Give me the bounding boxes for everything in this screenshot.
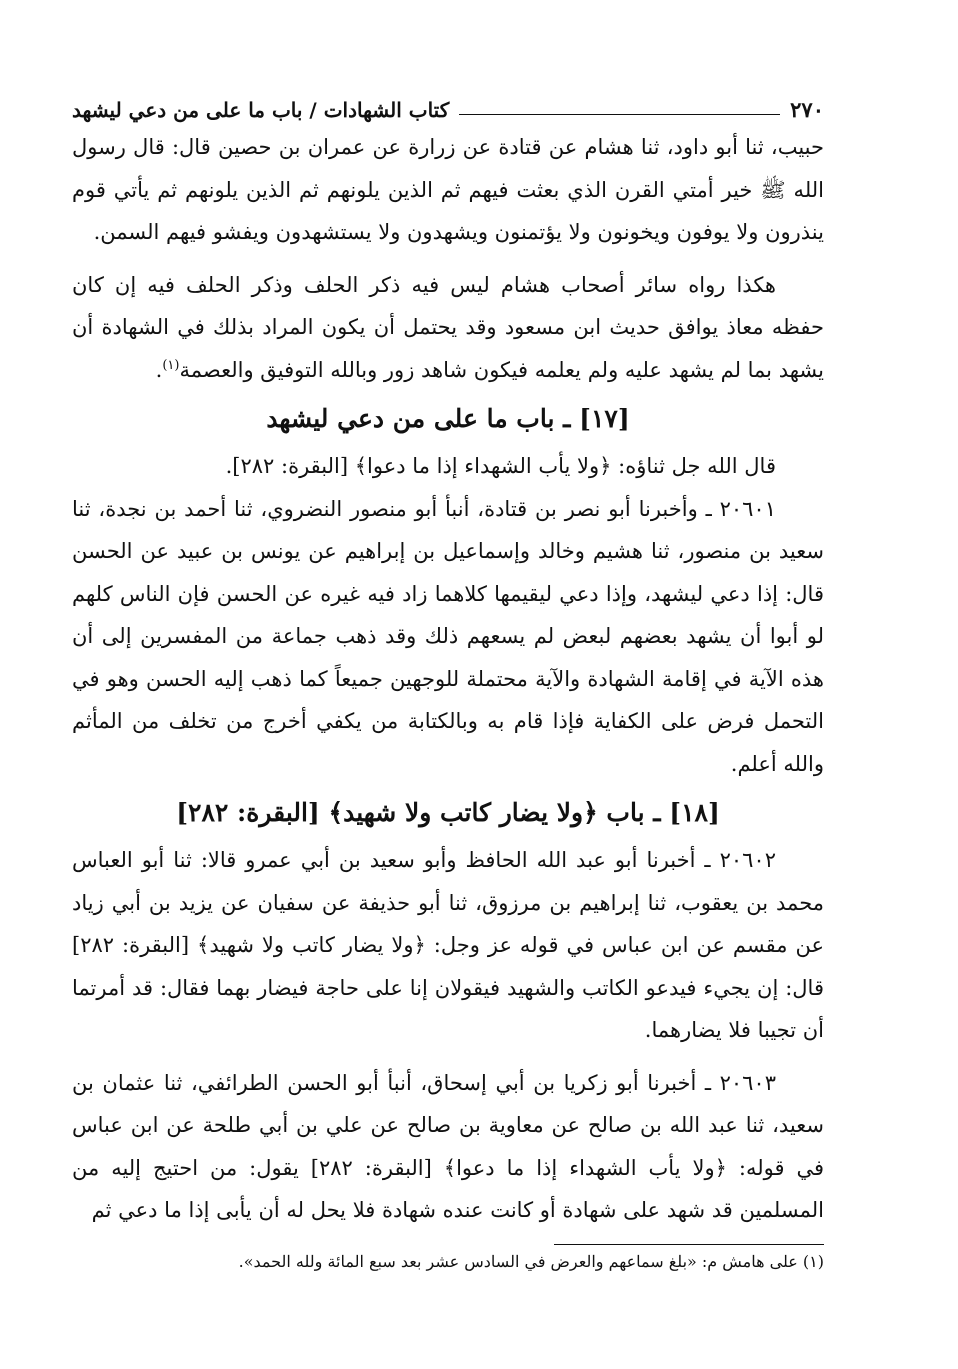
paragraph-quran-quote: قال الله جل ثناؤه: ﴿ولا يأب الشهداء إذا ما دعوا﴾ [البقرة: ٢٨٢]. [225, 454, 776, 478]
spacer [72, 254, 824, 264]
paragraph-commentary-text: هكذا رواه سائر أصحاب هشام ليس فيه ذكر الحلف وذكر الحلف فيه إن كان حفظه معاذ يوافق حديث ابن مسعود وقد يحتمل أن يكون المراد بذلك في الشهادة أن يشهد بما لم يشهد عليه ولم يعلمه فيكون شاهد زور وبالله التوفيق والعصمة [72, 272, 824, 382]
footnote-rule [554, 1244, 824, 1245]
book-page [72, 88, 824, 1277]
footnote-reference: (١) [162, 357, 180, 373]
chapter-heading-17: [١٧] ـ باب ما على من دعي ليشهد [266, 404, 630, 433]
chapter-heading-18: [١٨] ـ باب ﴿ولا يضار كاتب ولا شهيد﴾ [البقرة: ٢٨٢] [176, 798, 720, 827]
paragraph-hadith-20603: ٢٠٦٠٣ ـ أخبرنا أبو زكريا بن أبي إسحاق، أنبأ أبو الحسن الطرائفي، ثنا عثمان بن سعيد، ثنا عبد الله بن صالح عن معاوية بن صالح عن علي بن أبي طلحة عن ابن عباس في قوله: ﴿ولا يأب الشهداء إذا ما دعوا﴾ [البقرة: ٢٨٢] يقول: من احتيج إليه من المسلمين قد شهد على شهادة أو كانت عنده شهادة فلا يحل له أن يأبى إذا ما دعي ثم [72, 1070, 825, 1222]
paragraph-hadith-continuation: حبيب، ثنا أبو داود، ثنا هشام عن قتادة عن زرارة عن عمران بن حصين قال: قال رسول الله ﷺ خير أمتي القرن الذي بعثت فيهم ثم الذين يلونهم ثم الذين يلونهم ثم يأتي قوم ينذرون ولا يوفون ويخونون ولا يؤتمنون ويشهدون ولا يستشهدون ويفشو فيهم السمن. [72, 135, 824, 244]
paragraph-commentary-end: . [155, 357, 163, 382]
header-title: كتاب الشهادات / باب ما على من دعي ليشهد [72, 98, 450, 122]
paragraph-hadith-20601: ٢٠٦٠١ ـ وأخبرنا أبو نصر بن قتادة، أنبأ أبو منصور النضروي، ثنا أحمد بن نجدة، ثنا سعيد بن منصور، ثنا هشيم وخالد وإسماعيل بن إبراهيم عن يونس بن عبيد عن الحسن قال: إذا دعي ليشهد، وإذا دعي ليقيمها كلاهما زاد فيه غيره عن الحسن فإن الناس كلهم لو أبوا أن يشهد بعضهم لبعض لم يسعهم ذلك وقد ذهب جماعة من المفسرين إلى أن هذه الآية في إقامة الشهادة والآية محتملة للوجهين جميعاً كما ذهب إليه الحسن وهو في التحمل فرض على الكفاية فإذا قام به وبالكتابة من يكفي أخرج من تخلف من المأثم والله أعلم. [72, 496, 825, 776]
page-number: ٢٧٠ [790, 97, 824, 122]
running-header [72, 88, 824, 122]
spacer [72, 1052, 824, 1062]
paragraph-commentary [72, 264, 824, 392]
header-rule [459, 114, 780, 115]
footnote-1: (١) على هامش م: «بلغ سماعهم والعرض في السادس عشر بعد سبع المائة ولله الحمد». [238, 1251, 824, 1271]
paragraph-hadith-20602: ٢٠٦٠٢ ـ أخبرنا أبو عبد الله الحافظ وأبو سعيد بن أبي عمرو قالا: ثنا أبو العباس محمد بن يعقوب، ثنا إبراهيم بن مرزوق، ثنا أبو حذيفة عن سفيان عن يزيد بن أبي زياد عن مقسم عن ابن عباس في قوله عز وجل: ﴿ولا يضار كاتب ولا شهيد﴾ [البقرة: ٢٨٢] قال: إن يجيء فيدعو الكاتب والشهيد فيقولان إنا على حاجة فيضار بهما فقال: قد أمرتما أن تجيبا فلا يضارهما. [72, 848, 824, 1042]
